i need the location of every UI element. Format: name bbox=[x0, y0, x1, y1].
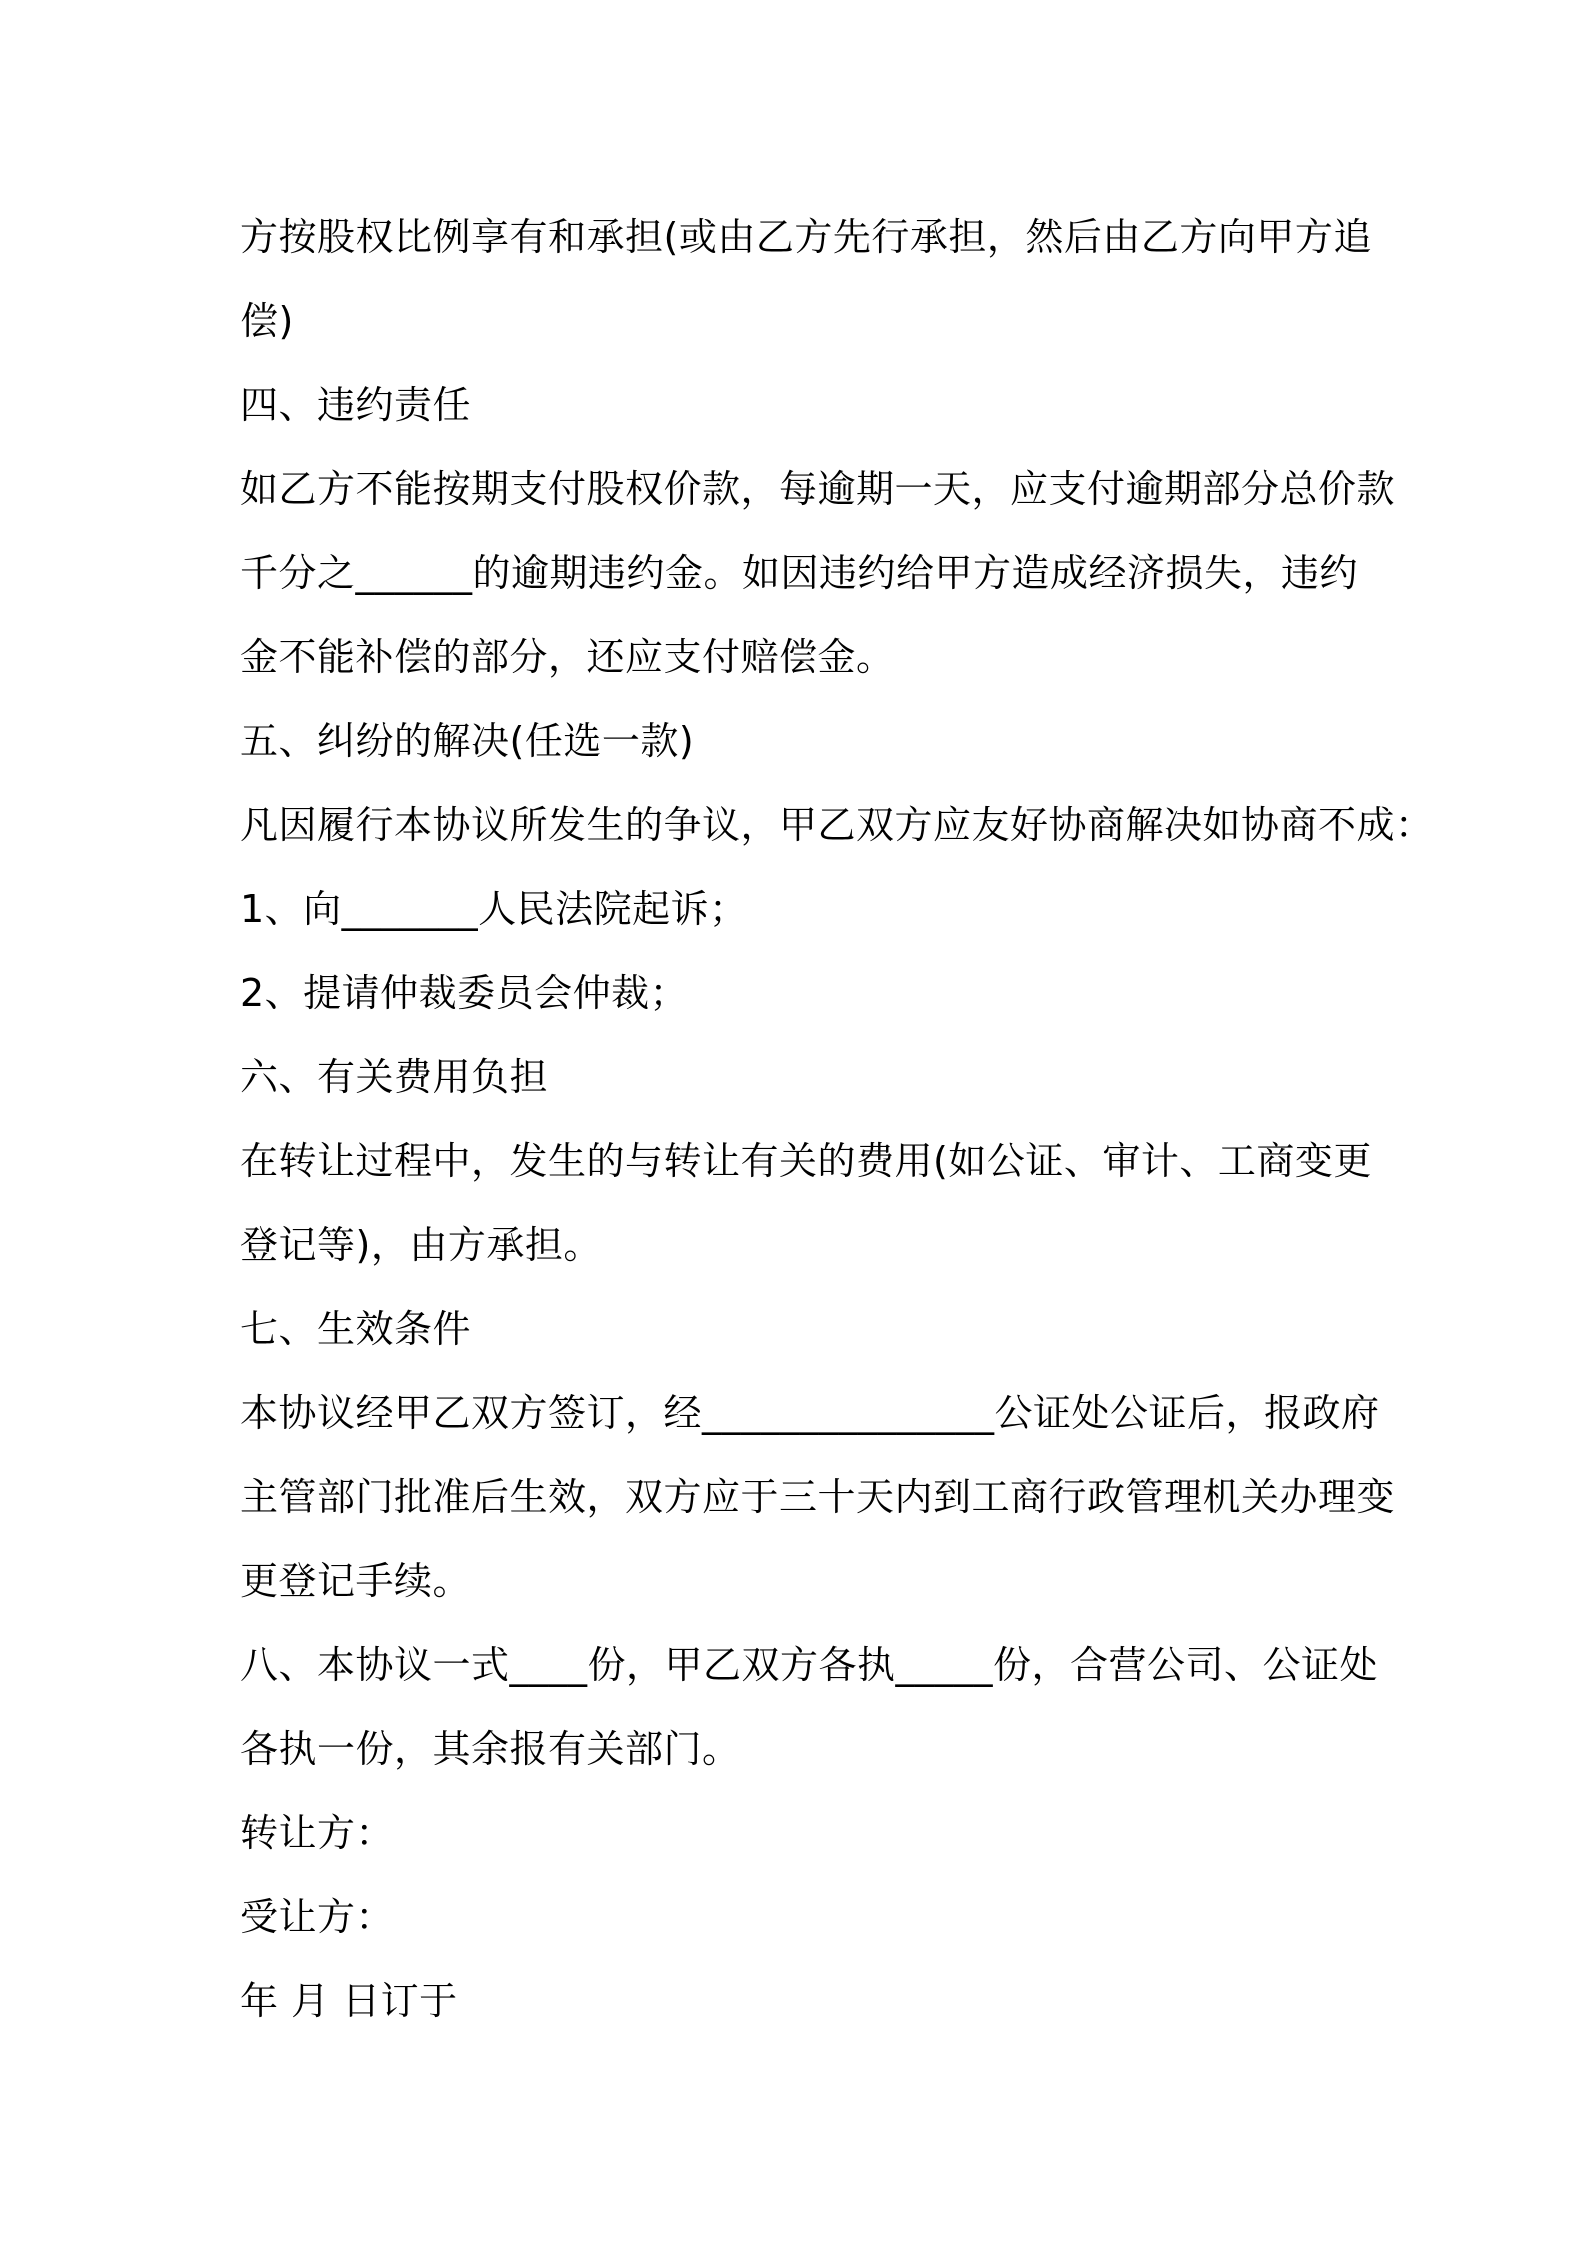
section-heading: 七、生效条件 bbox=[240, 1307, 472, 1351]
paragraph-line: 在转让过程中，发生的与转让有关的费用(如公证、审计、工商变更 bbox=[240, 1139, 1372, 1183]
signature-transferee-label: 受让方： bbox=[240, 1895, 395, 1939]
paragraph-line: 如乙方不能按期支付股权价款，每逾期一天，应支付逾期部分总价款 bbox=[240, 467, 1396, 511]
section-heading: 六、有关费用负担 bbox=[240, 1055, 549, 1099]
paragraph-line: 主管部门批准后生效，双方应于三十天内到工商行政管理机关办理变 bbox=[240, 1475, 1396, 1519]
section-heading: 五、纠纷的解决(任选一款) bbox=[240, 719, 695, 763]
section-heading: 四、违约责任 bbox=[240, 383, 472, 427]
paragraph-line: 凡因履行本协议所发生的争议，甲乙双方应友好协商解决如协商不成： bbox=[240, 803, 1434, 847]
paragraph-line: 金不能补偿的部分，还应支付赔偿金。 bbox=[240, 635, 895, 679]
paragraph-line: 各执一份，其余报有关部门。 bbox=[240, 1727, 741, 1771]
paragraph-line: 登记等)，由方承担。 bbox=[240, 1223, 602, 1267]
list-item: 2、提请仲裁委员会仲裁； bbox=[240, 971, 689, 1015]
list-item: 1、向_______人民法院起诉； bbox=[240, 887, 748, 931]
paragraph-line: 八、本协议一式____份，甲乙双方各执_____份，合营公司、公证处 bbox=[240, 1643, 1379, 1687]
signature-transferor-label: 转让方： bbox=[240, 1811, 395, 1855]
paragraph-line: 偿) bbox=[240, 299, 294, 343]
document-body bbox=[240, 195, 1434, 2043]
paragraph-line: 本协议经甲乙双方签订，经_______________公证处公证后，报政府 bbox=[240, 1391, 1380, 1435]
paragraph-line: 千分之______的逾期违约金。如因违约给甲方造成经济损失，违约 bbox=[240, 551, 1359, 595]
paragraph-line: 更登记手续。 bbox=[240, 1559, 472, 1603]
paragraph-line: 方按股权比例享有和承担(或由乙方先行承担，然后由乙方向甲方追 bbox=[240, 215, 1372, 259]
signing-date-line: 年 月 日订于 bbox=[240, 1979, 458, 2023]
